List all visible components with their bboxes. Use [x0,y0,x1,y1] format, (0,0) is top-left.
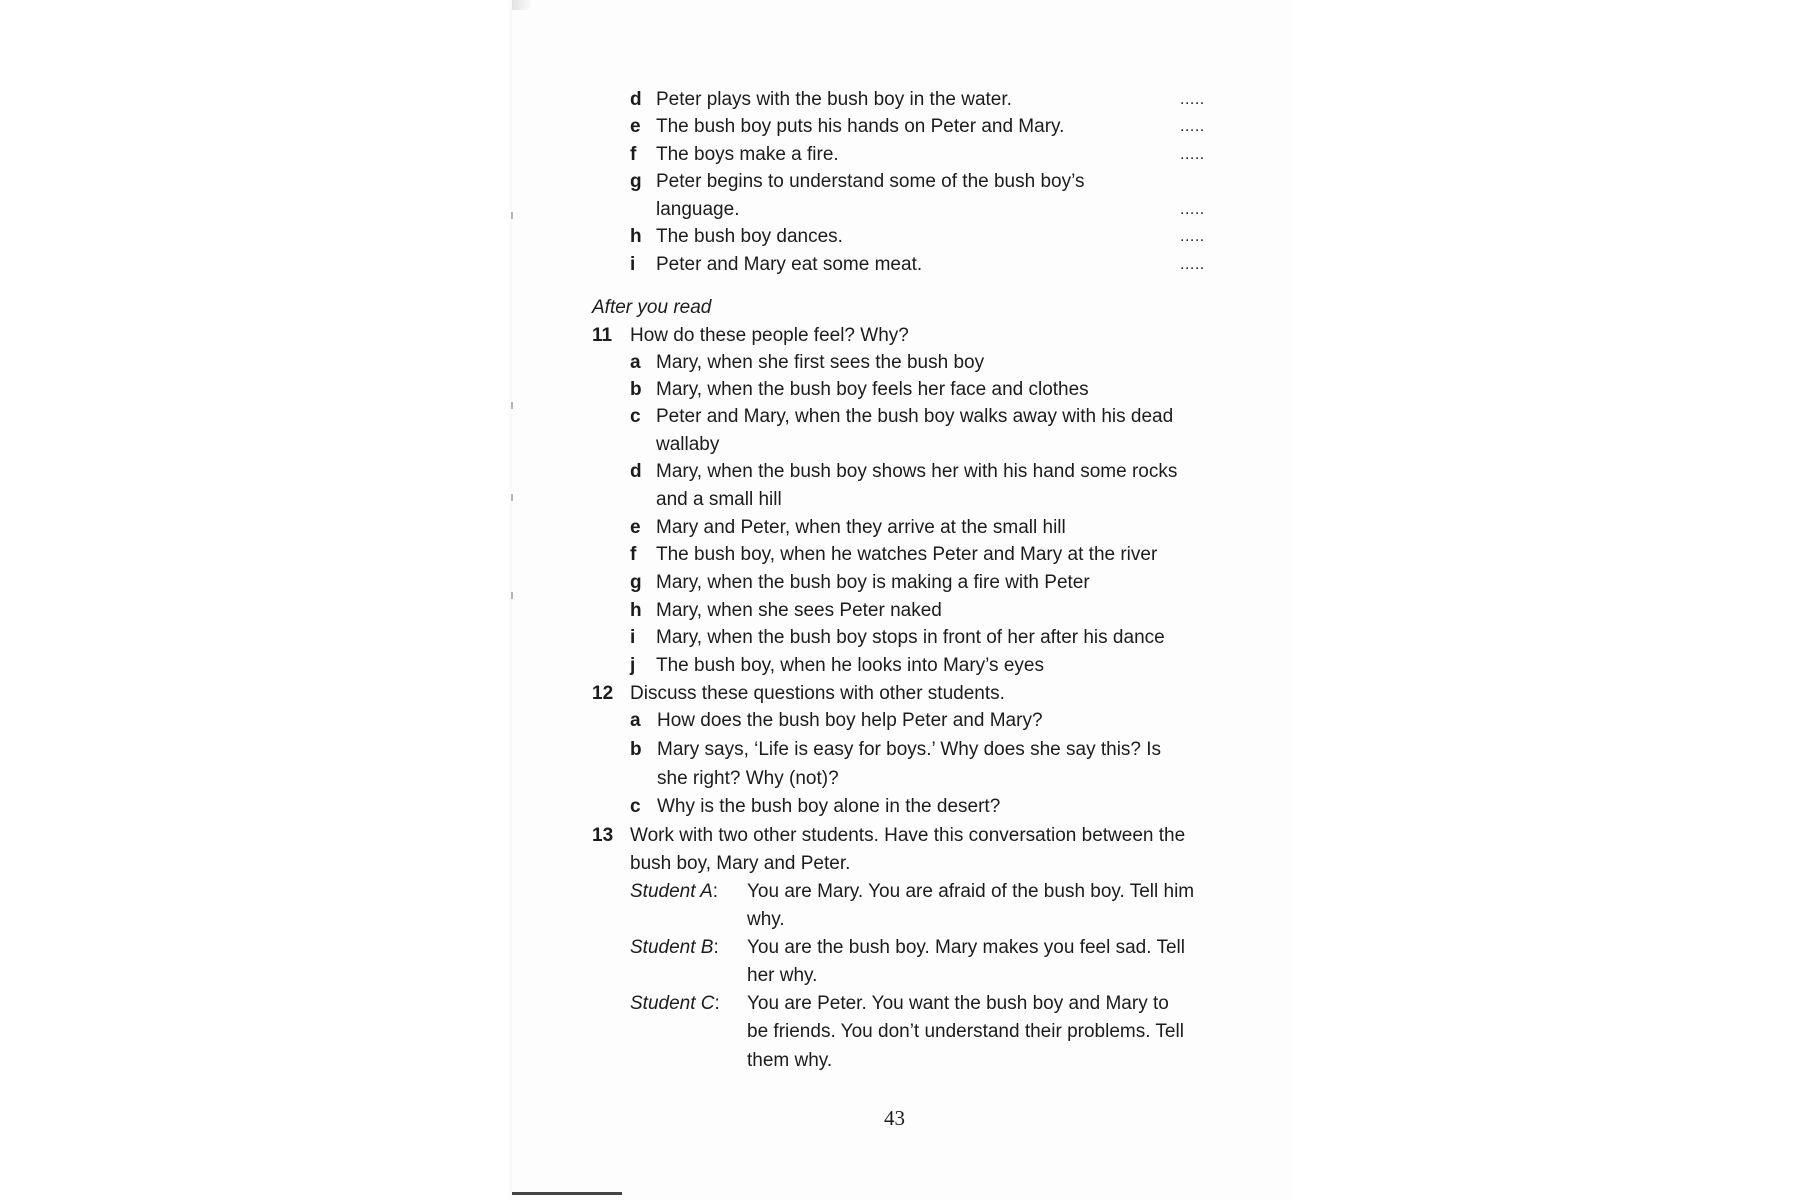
item-text: Mary, when the bush boy feels her face and clothes [656,379,1089,400]
item-text: and a small hill [656,489,782,510]
item-letter: e [630,116,641,137]
item-text: Mary says, ‘Life is easy for boys.’ Why does she say this? Is [657,739,1162,760]
question-number: 11 [592,325,613,346]
question-number: 12 [592,683,614,704]
item-text: Mary, when the bush boy is making a fire with Peter [656,572,1090,593]
page-edge-mark [511,402,513,409]
item-text: The bush boy dances. [656,226,843,247]
item-text: wallaby [656,434,720,455]
item-text: she right? Why (not)? [657,768,839,789]
item-letter: d [630,89,642,110]
item-text: language. [656,199,740,220]
item-letter: g [630,171,642,192]
answer-blank: ..... [1180,146,1205,163]
item-letter: f [630,144,637,165]
answer-blank: ..... [1180,201,1205,218]
item-letter: j [630,655,636,676]
question-number: 13 [592,825,614,846]
item-letter: b [630,379,642,400]
role-text: her why. [747,965,818,986]
answer-blank: ..... [1180,228,1205,245]
item-text: How does the bush boy help Peter and Mary? [657,710,1043,731]
page-edge-mark [511,212,513,219]
role-label: Student B: [630,937,719,958]
item-text: The bush boy puts his hands on Peter and Mary. [656,116,1065,137]
item-text: Mary, when she first sees the bush boy [656,352,985,373]
item-letter: i [630,254,636,275]
item-letter: f [630,544,637,565]
item-text: Mary, when the bush boy stops in front of her after his dance [656,627,1165,648]
item-letter: i [630,627,636,648]
item-letter: e [630,517,641,538]
role-text: You are Peter. You want the bush boy and Mary to [747,993,1169,1014]
role-text: You are Mary. You are afraid of the bush boy. Tell him [747,881,1195,902]
item-letter: d [630,461,642,482]
item-text: The bush boy, when he looks into Mary’s eyes [656,655,1044,676]
answer-blank: ..... [1180,256,1205,273]
role-text: why. [747,909,785,930]
item-text: The boys make a fire. [656,144,839,165]
item-text: Peter and Mary, when the bush boy walks away with his dead [656,406,1174,427]
role-text: them why. [747,1050,833,1071]
item-text: The bush boy, when he watches Peter and Mary at the river [656,544,1158,565]
item-letter: g [630,572,642,593]
question-prompt: bush boy, Mary and Peter. [630,853,851,874]
role-label: Student A: [630,881,719,902]
item-letter: h [630,226,642,247]
answer-blank: ..... [1180,91,1205,108]
page-edge-mark [511,494,513,501]
page-number: 43 [884,1106,905,1130]
question-prompt: How do these people feel? Why? [630,325,909,346]
scan-shadow-bottom [512,1192,622,1195]
item-letter: b [630,739,642,760]
section-heading: After you read [592,297,712,318]
item-text: Why is the bush boy alone in the desert? [657,796,1001,817]
page-edge-mark [511,592,513,599]
role-label: Student C: [630,993,720,1014]
question-prompt: Work with two other students. Have this conversation between the [630,825,1186,846]
item-letter: h [630,600,642,621]
role-text: be friends. You don’t understand their problems. Tell [747,1021,1184,1042]
item-letter: a [630,352,641,373]
item-text: Peter plays with the bush boy in the water. [656,89,1012,110]
role-text: You are the bush boy. Mary makes you feel sad. Tell [747,937,1185,958]
question-prompt: Discuss these questions with other students. [630,683,1005,704]
item-text: Mary and Peter, when they arrive at the small hill [656,517,1066,538]
item-letter: a [630,710,641,731]
item-text: Peter and Mary eat some meat. [656,254,923,275]
item-letter: c [630,406,641,427]
answer-blank: ..... [1180,118,1205,135]
item-text: Mary, when she sees Peter naked [656,600,942,621]
item-text: Mary, when the bush boy shows her with his hand some rocks [656,461,1178,482]
item-letter: c [630,796,641,817]
item-text: Peter begins to understand some of the bush boy’s [656,171,1085,192]
